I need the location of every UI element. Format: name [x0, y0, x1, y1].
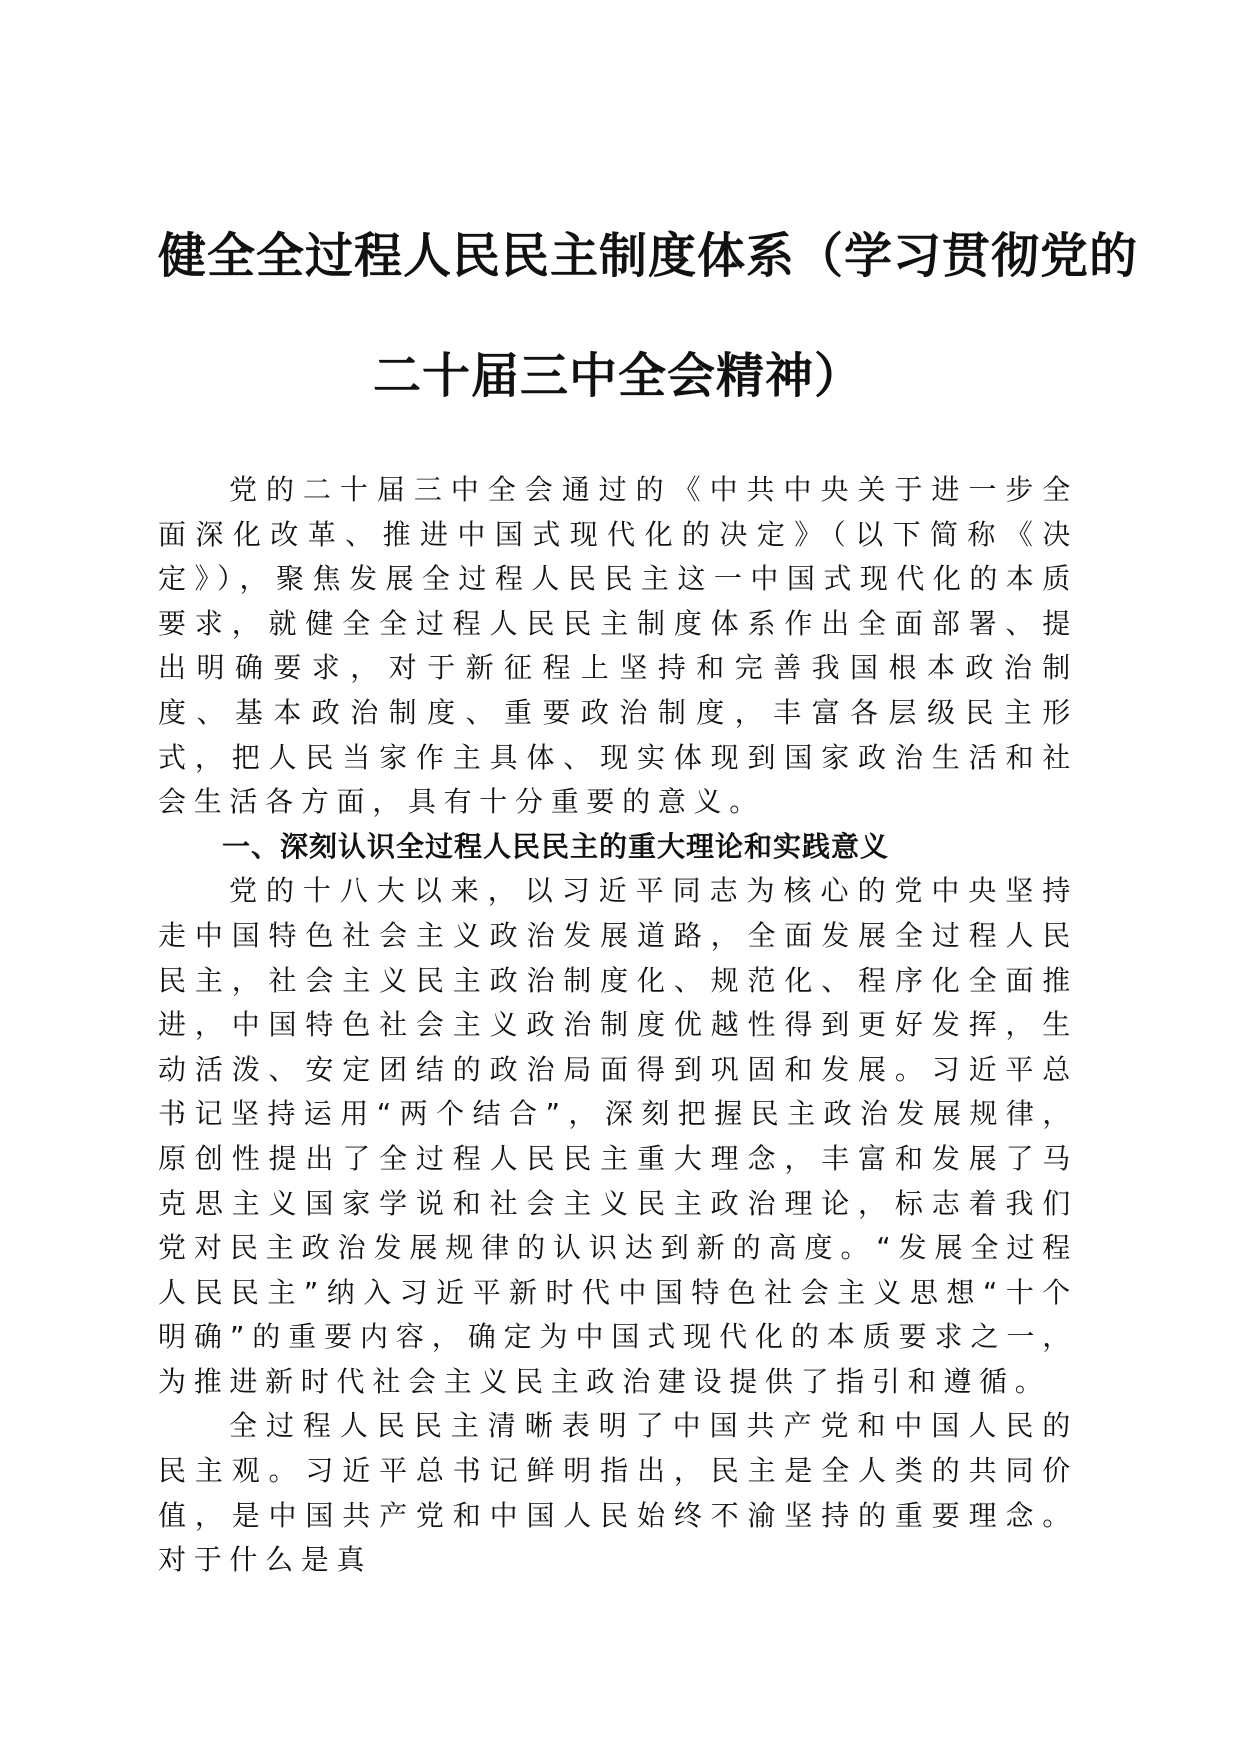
document-body — [158, 468, 1078, 1583]
document-title-line-2: 二十届三中全会精神） — [372, 348, 863, 404]
section-1-paragraph-2: 全过程人民民主清晰表明了中国共产党和中国人民的民主观。习近平总书记鲜明指出，民主是全人类的共同价值，是中国共产党和中国人民始终不渝坚持的重要理念。对于什么是真 — [158, 1409, 1078, 1577]
intro-paragraph: 党的二十届三中全会通过的《中共中央关于进一步全面深化改革、推进中国式现代化的决定》（以下简称《决定》），聚焦发展全过程人民民主这一中国式现代化的本质要求，就健全全过程人民民主制度体系作出全面部署、提出明确要求，对于新征程上坚持和完善我国根本政治制度、基本政治制度、重要政治制度，丰富各层级民主形式，把人民当家作主具体、现实体现到国家政治生活和社会生活各方面，具有十分重要的意义。 — [158, 473, 1078, 819]
section-1-paragraph-1: 党的十八大以来，以习近平同志为核心的党中央坚持走中国特色社会主义政治发展道路，全面发展全过程人民民主，社会主义民主政治制度化、规范化、程序化全面推进，中国特色社会主义政治制度优越性得到更好发挥，生动活泼、安定团结的政治局面得到巩固和发展。习近平总书记坚持运用“两个结合”，深刻把握民主政治发展规律，原创性提出了全过程人民民主重大理念，丰富和发展了马克思主义国家学说和社会主义民主政治理论，标志着我们党对民主政治发展规律的认识达到新的高度。“发展全过程人民民主”纳入习近平新时代中国特色社会主义思想“十个明确”的重要内容，确定为中国式现代化的本质要求之一，为推进新时代社会主义民主政治建设提供了指引和遵循。 — [158, 874, 1078, 1398]
section-heading-1: 一、深刻认识全过程人民民主的重大理论和实践意义 — [222, 829, 890, 863]
document-page — [158, 0, 1139, 1754]
document-title-line-1: 健全全过程人民民主制度体系（学习贯彻党的 — [158, 228, 1139, 284]
